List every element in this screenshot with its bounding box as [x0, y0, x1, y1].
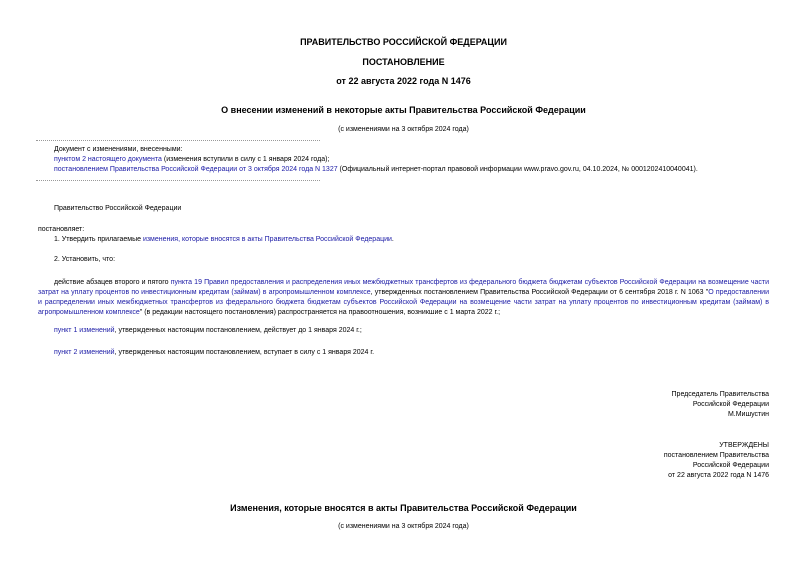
paragraph-1-link[interactable]: изменения, которые вносятся в акты Правительства Российской Федерации	[142, 236, 392, 243]
paragraph-3-link-1[interactable]: пункта 19 Правил предоставления и распределения иных межбюджетных трансфертов из федерального бюджета бюджетам субъектов Российской Федерации на возмещение части затрат на уплату процентов по инвестиционным кредитам (займам) в агропромышленном комплексе	[38, 279, 770, 296]
changes-item-2	[54, 165, 698, 175]
paragraph-3-link-2[interactable]: О предоставлении и распределении иных межбюджетных трансфертов из федерального бюджета бюджетам субъектов Российской Федерации на возмещение части затрат на уплату процентов по инвестиционным кредитам (займам) в агропромышленном комплексе	[38, 289, 769, 316]
approval-heading: УТВЕРЖДЕНЫ	[719, 442, 769, 449]
revision-note: (с изменениями на 3 октября 2024 года)	[338, 126, 469, 133]
paragraph-3-prefix: действие абзацев второго и пятого	[54, 279, 171, 286]
signature-name: М.Мишустин	[727, 411, 769, 418]
paragraph-5	[54, 349, 374, 356]
changes-box-bottom-rule	[36, 180, 320, 181]
paragraph-5-text: , утвержденных настоящим постановлением, вступает в силу с 1 января 2024 г.	[114, 349, 375, 356]
decrees-word: постановляет:	[38, 226, 85, 233]
changes-item-2-link[interactable]: постановлением Правительства Российской Федерации от 3 октября 2024 года N 1327	[54, 166, 338, 173]
paragraph-1-prefix: 1. Утвердить прилагаемые	[54, 236, 143, 243]
changes-box	[54, 145, 698, 175]
changes-item-1	[54, 155, 698, 165]
document-date-number: от 22 августа 2022 года N 1476	[336, 76, 471, 86]
paragraph-3-mid: , утвержденных постановлением Правительства Российской Федерации от 6 сентября 2018 г. N 1063 "	[370, 289, 709, 296]
signature-block	[672, 390, 769, 420]
changes-item-2-text: (Официальный интернет-портал правовой информации www.pravo.gov.ru, 04.10.2024, № 0001202410040041).	[337, 166, 698, 173]
approval-line-3: Российской Федерации	[692, 462, 769, 469]
paragraph-5-link[interactable]: пункт 2 изменений	[54, 349, 115, 356]
document-type: ПОСТАНОВЛЕНИЕ	[362, 57, 445, 67]
paragraph-3	[38, 278, 769, 318]
approval-block	[664, 441, 769, 481]
approval-line-2: постановлением Правительства	[663, 452, 769, 459]
annex-revision-note: (с изменениями на 3 октября 2024 года)	[338, 523, 469, 530]
government-heading: ПРАВИТЕЛЬСТВО РОССИЙСКОЙ ФЕДЕРАЦИИ	[300, 37, 507, 47]
document-title: О внесении изменений в некоторые акты Правительства Российской Федерации	[221, 105, 586, 115]
changes-item-1-text: (изменения вступили в силу с 1 января 2024 года);	[161, 156, 330, 163]
issuer: Правительство Российской Федерации	[54, 205, 182, 212]
paragraph-4-link[interactable]: пункт 1 изменений	[54, 327, 115, 334]
annex-title: Изменения, которые вносятся в акты Правительства Российской Федерации	[230, 503, 577, 513]
changes-item-1-link[interactable]: пунктом 2 настоящего документа	[54, 156, 162, 163]
paragraph-4	[54, 327, 362, 334]
paragraph-4-text: , утвержденных настоящим постановлением, действует до 1 января 2024 г.;	[114, 327, 362, 334]
changes-box-top-rule	[36, 140, 320, 141]
paragraph-3-suffix: " (в редакции настоящего постановления) распространяется на правоотношения, возникшие с 1 марта 2022 г.;	[139, 309, 501, 316]
paragraph-1-suffix: .	[391, 236, 394, 243]
signature-position: Председатель Правительства	[671, 391, 769, 398]
paragraph-2: 2. Установить, что:	[54, 256, 116, 263]
approval-line-4: от 22 августа 2022 года N 1476	[668, 472, 769, 479]
signature-org: Российской Федерации	[692, 401, 769, 408]
changes-intro: Документ с изменениями, внесенными:	[54, 146, 183, 153]
paragraph-1	[54, 236, 394, 243]
